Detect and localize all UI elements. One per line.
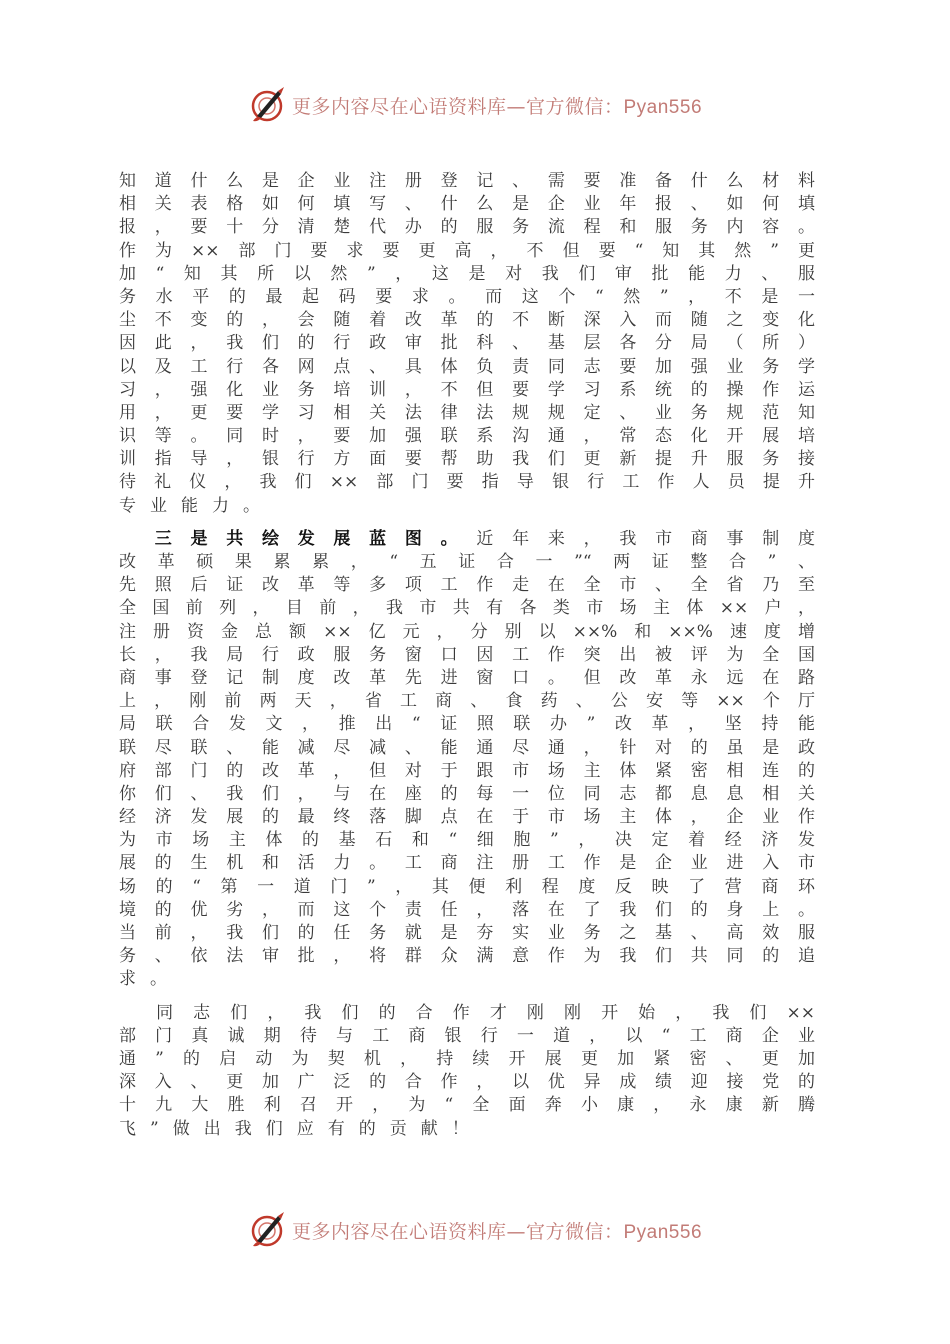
paragraph (119, 528, 815, 992)
line-text: 长，我局行政服务窗口因工作突出被评为全国 (119, 644, 815, 665)
text-line (119, 170, 815, 193)
text-line (119, 597, 815, 620)
line-text: 展的生机和活力。工商注册工作是企业进入市 (119, 853, 815, 874)
line-text: 务、依法审批，将群众满意作为我们共同的追 (119, 946, 815, 967)
text-line (119, 240, 815, 263)
line-text: 同志们，我们的合作才刚刚开始，我们×× (119, 1002, 815, 1023)
text-line (119, 1002, 815, 1025)
text-line (119, 471, 815, 494)
line-text: 商事登记制度改革先进窗口。但改革永远在路 (119, 667, 815, 688)
text-line (119, 402, 815, 425)
line-text: 注册资金总额××亿元，分别以××%和××%速度增 (119, 621, 815, 642)
line-text: 场的“第一道门”，其便利程度反映了营商环 (119, 876, 815, 897)
text-line (119, 945, 815, 968)
text-line (119, 574, 815, 597)
line-text: 加“知其所以然”，这是对我们审批能力、服 (119, 263, 815, 284)
text-line (119, 1118, 815, 1141)
line-text: 以及工行各网点、具体负责同志要加强业务学 (119, 356, 815, 377)
line-text: 先照后证改革等多项工作走在全市、全省乃至 (119, 575, 815, 596)
text-line (119, 551, 815, 574)
line-text: 境的优劣，而这个责任，落在了我们的身上。 (119, 899, 815, 920)
brush-logo-icon (248, 1210, 288, 1250)
text-line (119, 806, 815, 829)
line-text: 报，要十分清楚代办的服务流程和服务内容。 (119, 217, 815, 238)
line-text: 部门真诚期待与工商银行一道，以“工商企业 (119, 1025, 815, 1046)
text-line (119, 495, 815, 518)
banner-text: 更多内容尽在心语资料库—官方微信：Pyan556 (291, 95, 703, 118)
footer-banner (0, 1208, 950, 1252)
line-text: 相关表格如何填写、什么是企业年报、如何填 (119, 194, 815, 215)
text-line (119, 193, 815, 216)
line-text: 训指导，银行方面要帮助我们更新提升服务接 (119, 449, 815, 470)
line-text: 求。 (119, 969, 181, 990)
text-line (119, 713, 815, 736)
line-text: 联尽联、能减尽减、能通尽通，针对的虽是政 (119, 737, 815, 758)
text-line (119, 379, 815, 402)
text-line (119, 1094, 815, 1117)
line-text: 为市场主体的基石和“细胞”，决定着经济发 (119, 830, 815, 851)
line-text: 用，更要学习相关法律法规规定、业务规范知 (119, 402, 815, 423)
line-text: 经济发展的最终落脚点在于市场主体，企业作 (119, 807, 815, 828)
text-line (119, 621, 815, 644)
paragraph (119, 170, 815, 518)
line-text: 知道什么是企业注册登记、需要准备什么材料 (119, 171, 815, 191)
text-line (119, 760, 815, 783)
text-line (119, 309, 815, 332)
line-text: 全国前列，目前，我市共有各类市场主体××户， (119, 598, 815, 619)
text-line (119, 899, 815, 922)
line-text: 深入、更加广泛的合作，以优异成绩迎接党的 (119, 1072, 815, 1093)
text-line (119, 216, 815, 239)
text-line (119, 667, 815, 690)
line-text: 习，强化业务培训，不但要学习系统的操作运 (119, 379, 815, 400)
text-line (119, 852, 815, 875)
text-line (119, 783, 815, 806)
text-line (119, 922, 815, 945)
text-line (119, 876, 815, 899)
text-line (119, 644, 815, 667)
line-text: 尘不变的，会随着改革的不断深入而随之变化 (119, 310, 815, 331)
text-line (119, 356, 815, 379)
line-text: 通”的启动为契机，持续开展更加紧密、更加 (119, 1048, 815, 1069)
line-text: 专业能力。 (119, 495, 274, 516)
line-text: 局联合发文，推出“证照联办”改革，坚持能 (119, 714, 815, 735)
text-line (119, 829, 815, 852)
document-body (119, 170, 815, 1141)
brush-logo-icon (248, 85, 288, 125)
text-line (119, 448, 815, 471)
text-line (119, 1025, 815, 1048)
text-line (119, 425, 815, 448)
line-text: 作为××部门要求要更高，不但要“知其然”更 (119, 240, 815, 261)
line-text: 改革硕果累累，“五证合一”“两证整合”、 (119, 552, 815, 572)
text-line (119, 528, 815, 551)
line-text: 待礼仪，我们××部门要指导银行工作人员提升 (119, 472, 815, 493)
line-text: 你们、我们，与在座的每一位同志都息息相关 (119, 783, 815, 804)
section-heading: 三是共绘发展蓝图。 (154, 528, 477, 549)
text-line (119, 286, 815, 309)
line-text: 当前，我们的任务就是夯实业务之基、高效服 (119, 923, 815, 943)
line-text: 上，刚前两天，省工商、食药、公安等××个厅 (119, 691, 815, 712)
text-line (119, 690, 815, 713)
text-line (119, 968, 815, 991)
paragraph (119, 1002, 815, 1141)
line-text: 飞”做出我们应有的贡献！ (119, 1118, 483, 1139)
line-text: 因此，我们的行政审批科、基层各分局（所） (119, 333, 815, 354)
line-text: 务水平的最起码要求。而这个“然”，不是一 (119, 286, 815, 307)
line-text: 近年来，我市商事制度 (476, 528, 816, 549)
banner-text: 更多内容尽在心语资料库—官方微信：Pyan556 (291, 1220, 703, 1243)
line-text: 识等。同时，要加强联系沟通，常态化开展培 (119, 426, 815, 447)
line-text: 十九大胜利召开，为“全面奔小康，永康新腾 (119, 1095, 815, 1116)
text-line (119, 1071, 815, 1094)
header-banner (0, 83, 950, 127)
text-line (119, 1048, 815, 1071)
text-line (119, 263, 815, 286)
text-line (119, 737, 815, 760)
text-line (119, 332, 815, 355)
line-text: 府部门的改革，但对于跟市场主体紧密相连的 (119, 760, 815, 781)
